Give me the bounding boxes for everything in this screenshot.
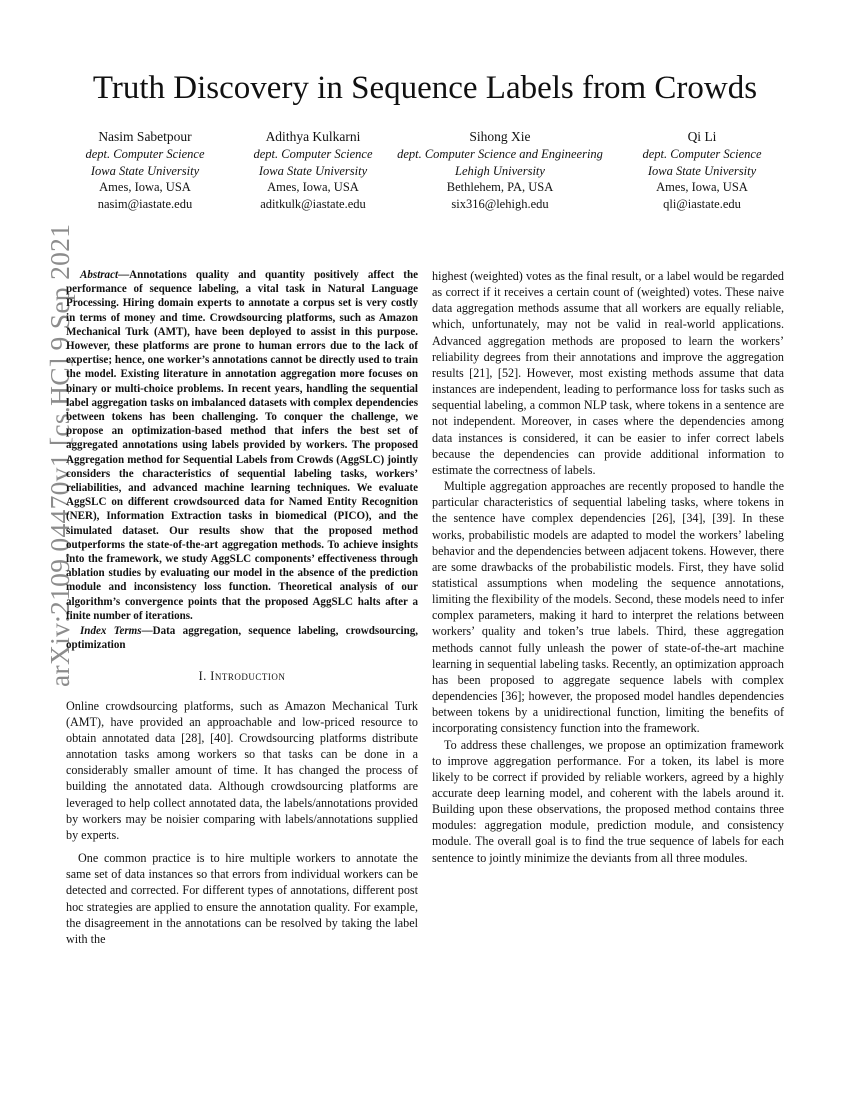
author-block-3 — [380, 128, 620, 212]
author-block-1 — [60, 128, 230, 212]
author-email: qli@iastate.edu — [663, 196, 741, 211]
author-name: Qi Li — [687, 129, 717, 144]
author-dept: dept. Computer Science — [85, 147, 205, 161]
author-univ: Iowa State University — [258, 163, 368, 178]
author-location: Ames, Iowa, USA — [99, 180, 191, 195]
arxiv-watermark: arXiv:2109.04470v1 [cs.HC] 9 Sep 2021 — [44, 223, 75, 687]
author-dept: dept. Computer Science — [642, 147, 762, 161]
author-location: Bethlehem, PA, USA — [446, 180, 554, 195]
body-paragraph: Multiple aggregation approaches are recently proposed to handle the particular characteristics of sequential labeling tasks, where tokens in the sentence have complex dependencies [26], [34], [39]. In these works, probabilistic models are adapted to model the workers’ labeling behavior and the dependencies between adjacent tokens. However, there are some drawbacks of the probabilistic models. First, they have solid statistical assumptions when modeling the sequence annotations, limiting the flexibility of the models. Second, these models need to infer complex parameters, making it hard to interpret the relations between workers’ quality and token’s true labels. Third, these aggregation methods cannot fully unleash the power of state-of-the-art machine learning in sequential labeling tasks. Recently, an optimization approach has been proposed to aggregate sequence labels with complex dependencies [36]; however, the proposed model handles dependencies between tokens by a unidirectional function, limiting the benefits of incorporating consistency function into the framework. — [432, 479, 784, 736]
author-block-2 — [228, 128, 398, 212]
author-email: nasim@iastate.edu — [97, 196, 193, 211]
abstract — [66, 268, 418, 623]
section-heading: I. Introduction — [198, 669, 286, 684]
author-location: Ames, Iowa, USA — [656, 180, 748, 195]
left-column — [66, 268, 418, 947]
paper-title: Truth Discovery in Sequence Labels from Crowds — [92, 70, 758, 106]
author-name: Adithya Kulkarni — [265, 129, 361, 144]
index-terms-label: Index Terms — [80, 625, 142, 638]
author-dept: dept. Computer Science — [253, 147, 373, 161]
author-block-4 — [617, 128, 787, 212]
body-paragraph: To address these challenges, we propose an optimization framework to improve aggregation performance. For a token, its label is more likely to be correct if provided by reliable workers, agreed by a highly accurate deep learning model, and coherent with the labels around it. Building upon these observations, the proposed method contains three modules: aggregation module, prediction module, and consistency module. The overall goal is to find the true sequence of labels for each sentence to jointly minimize the deviants from all three modules. — [432, 737, 784, 865]
right-column — [432, 268, 784, 866]
author-email: aditkulk@iastate.edu — [260, 196, 366, 211]
index-terms — [66, 624, 418, 652]
author-dept: dept. Computer Science and Engineering — [397, 147, 603, 161]
author-univ: Iowa State University — [90, 163, 200, 178]
author-univ: Iowa State University — [647, 163, 757, 178]
abstract-text: —Annotations quality and quantity positively affect the performance of sequence labeling, a vital task in Natural Language Processing. Hiring domain experts to annotate a corpus set is very costly in terms of money and time. Crowdsourcing platforms, such as Amazon Mechanical Turk (AMT), have been deployed to assist in this purpose. However, these platforms are prone to human errors due to the lack of expertise; hence, one worker’s annotations cannot be directly used to train the model. Existing literature in annotation aggregation more focuses on binary or multi-choice problems. In recent years, handling the sequential label aggregation tasks on imbalanced datasets with complex dependencies between tokens has been challenging. To conquer the challenge, we propose an optimization-based method that infers the best set of aggregated annotations using labels provided by workers. The proposed Aggregation method for Sequential Labels from Crowds (AggSLC) jointly considers the characteristics of sequential labeling tasks, workers’ reliabilities, and advanced machine learning techniques. We evaluate AggSLC on different crowdsourced data for Named Entity Recognition (NER), Information Extraction tasks in biomedical (PICO), and the simulated dataset. Our results show that the proposed method outperforms the state-of-the-art aggregation methods. To achieve insights into the framework, we study AggSLC components’ effectiveness through ablation studies by evaluating our model in the absence of the prediction module and inconsistency loss function. Theoretical analysis of our algorithm’s convergence points that the proposed AggSLC halts after a finite number of iterations. — [66, 269, 418, 622]
abstract-label: Abstract — [80, 269, 119, 281]
author-univ: Lehigh University — [455, 163, 545, 178]
author-location: Ames, Iowa, USA — [267, 180, 359, 195]
author-email: six316@lehigh.edu — [451, 196, 549, 211]
body-paragraph: highest (weighted) votes as the final result, or a label would be regarded as correct if it receives a certain count of (weighted) votes. These naive data aggregation methods assume that all workers are equally reliable, which, unfortunately, may not be valid in real-world applications. Advanced aggregation methods are proposed to learn the workers’ reliability degrees from their annotations and improve the aggregation results [21], [52]. However, most existing methods assume that data instances are independent, leading to performance loss for tasks such as sequential labeling, a common NLP task, where tokens in a sentence are not independent. Moreover, in cases where the dependencies among data instances is considered, it can be easier to infer correct labels because the dependencies can provide additional information to estimate the correctness of labels. — [432, 269, 784, 477]
body-paragraph: One common practice is to hire multiple workers to annotate the same set of data instances so that errors from individual workers can be detected and corrected. For different types of annotations, different post hoc strategies are applied to ensure the annotation quality. For example, the disagreement in the annotations can be resolved by taking the label with the — [66, 851, 418, 946]
author-name: Nasim Sabetpour — [98, 129, 192, 144]
body-paragraph: Online crowdsourcing platforms, such as Amazon Mechanical Turk (AMT), have provided an approachable and low-priced resource to obtain annotated data [28], [40]. Crowdsourcing platforms distribute annotation tasks among workers so that tasks can be done in a considerably smaller amount of time. It has changed the process of building the annotated data. Although crowdsourcing platforms are leveraged to help collect annotated data, the labels/annotations provided by workers may be noisier comparing with labels/annotations supplied by experts. — [66, 698, 418, 842]
author-name: Sihong Xie — [469, 129, 531, 144]
index-terms-text: —Data aggregation, sequence labeling, crowdsourcing, optimization — [66, 625, 418, 652]
